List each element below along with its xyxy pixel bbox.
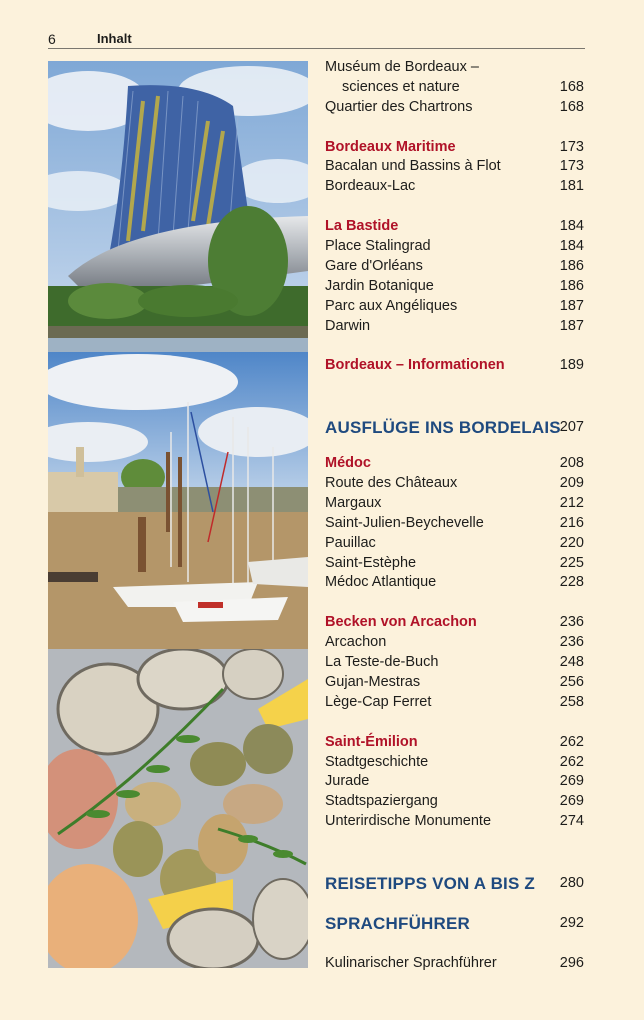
table-of-contents [325, 58, 584, 974]
photo-harbour [48, 352, 308, 649]
toc-entry[interactable]: Margaux 212 [325, 494, 584, 511]
toc-entry[interactable]: Bacalan und Bassins à Flot 173 [325, 158, 584, 175]
toc-entry[interactable]: Gare d'Orléans 186 [325, 257, 584, 274]
toc-entry[interactable]: Unterirdische Monumente 274 [325, 813, 584, 830]
toc-entry[interactable]: Lège-Cap Ferret 258 [325, 693, 584, 710]
toc-chapter-reisetipps[interactable]: REISETIPPS VON A BIS Z 280 [325, 874, 584, 894]
toc-heading-emilion[interactable]: Saint-Émilion 262 [325, 733, 584, 750]
photo-seafood [48, 649, 308, 968]
toc-entry[interactable]: Jurade 269 [325, 773, 584, 790]
photo-cite-du-vin [48, 61, 308, 352]
toc-chapter-sprachfuehrer[interactable]: SPRACHFÜHRER 292 [325, 913, 584, 933]
section-title: Inhalt [97, 31, 132, 46]
toc-entry[interactable]: Médoc Atlantique 228 [325, 574, 584, 591]
toc-entry[interactable]: Parc aux Angéliques 187 [325, 297, 584, 314]
toc-entry[interactable]: sciences et nature 168 [342, 78, 584, 95]
toc-entry[interactable]: La Teste-de-Buch 248 [325, 654, 584, 671]
page-number: 6 [48, 31, 56, 47]
toc-entry[interactable]: Saint-Estèphe 225 [325, 554, 584, 571]
toc-entry[interactable]: Stadtgeschichte 262 [325, 753, 584, 770]
toc-entry[interactable]: Darwin 187 [325, 317, 584, 334]
toc-entry[interactable]: Gujan-Mestras 256 [325, 673, 584, 690]
toc-entry[interactable]: Stadtspaziergang 269 [325, 793, 584, 810]
toc-heading-bastide[interactable]: La Bastide 184 [325, 218, 584, 235]
toc-chapter-ausfluege[interactable]: AUSFLÜGE INS BORDELAIS 207 [325, 418, 584, 438]
toc-entry[interactable]: Kulinarischer Sprachführer 296 [325, 954, 584, 971]
toc-entry[interactable]: Jardin Botanique 186 [325, 277, 584, 294]
toc-entry[interactable]: Muséum de Bordeaux – [325, 59, 479, 75]
toc-heading-informationen[interactable]: Bordeaux – Informationen 189 [325, 357, 584, 374]
toc-entry[interactable]: Saint-Julien-Beychevelle 216 [325, 514, 584, 531]
toc-entry[interactable]: Place Stalingrad 184 [325, 238, 584, 255]
page-header [48, 30, 585, 49]
toc-entry[interactable]: Arcachon 236 [325, 634, 584, 651]
toc-entry[interactable]: Bordeaux-Lac 181 [325, 178, 584, 195]
toc-heading-maritime[interactable]: Bordeaux Maritime 173 [325, 138, 584, 155]
toc-heading-medoc[interactable]: Médoc 208 [325, 455, 584, 472]
toc-entry[interactable]: Route des Châteaux 209 [325, 475, 584, 492]
toc-entry[interactable]: Quartier des Chartrons 168 [325, 98, 584, 115]
toc-heading-arcachon[interactable]: Becken von Arcachon 236 [325, 614, 584, 631]
toc-entry[interactable]: Pauillac 220 [325, 534, 584, 551]
